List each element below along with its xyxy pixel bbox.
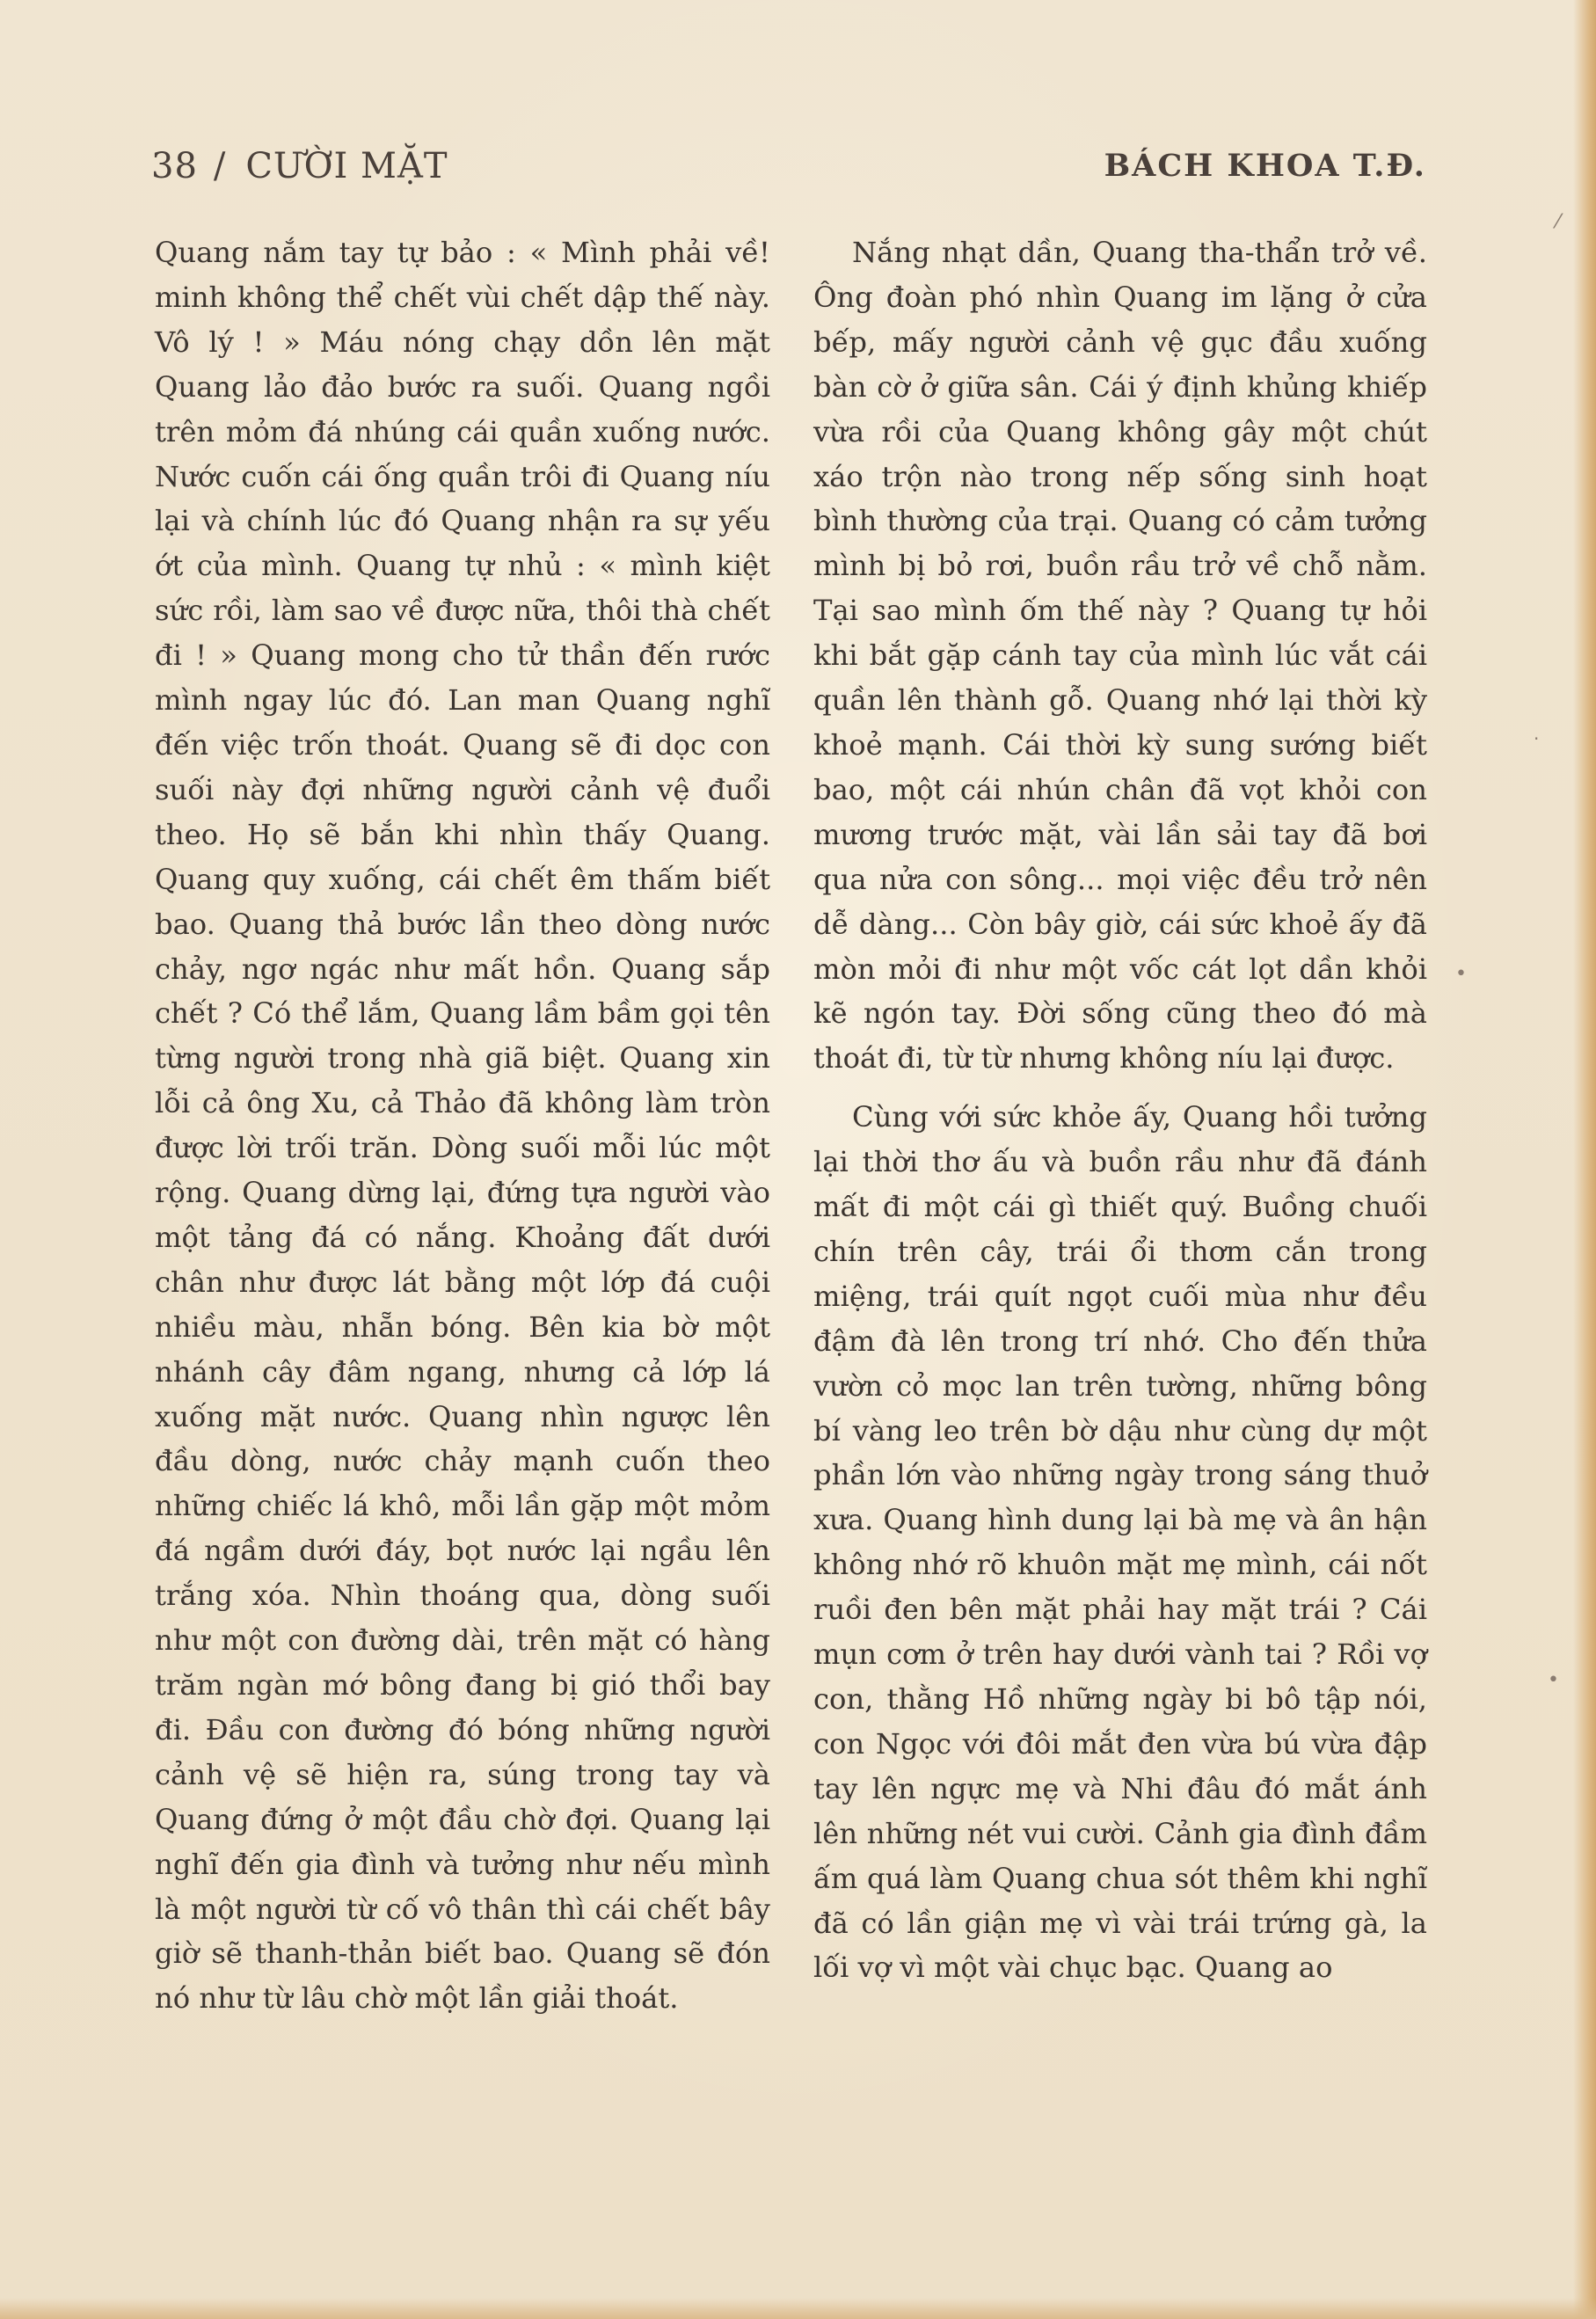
left-column (155, 230, 770, 2021)
margin-mark: • (1455, 963, 1467, 985)
margin-mark: • (1548, 1669, 1559, 1691)
publication-name: BÁCH KHOA T.Đ. (1104, 148, 1426, 184)
margin-mark: ⁄ (1556, 211, 1560, 233)
header-separator: / (213, 146, 227, 186)
page-edge-bottom (0, 2298, 1596, 2319)
right-paragraph-1: Nắng nhạt dần, Quang tha-thẩn trở về. Ông đoàn phó nhìn Quang im lặng ở cửa bếp, mấy người cảnh vệ gục đầu xuống bàn cờ ở giữa sân. Cái ý định khủng khiếp vừa rồi của Quang không gây một chút xáo trộn nào trong nếp sống sinh hoạt bình thường của trại. Quang có cảm tưởng mình bị bỏ rơi, buồn rầu trở về chỗ nằm. Tại sao mình ốm thế này ? Quang tự hỏi khi bắt gặp cánh tay của mình lúc vắt cái quần lên thành gỗ. Quang nhớ lại thời kỳ khoẻ mạnh. Cái thời kỳ sung sướng biết bao, một cái nhún chân đã vọt khỏi con mương trước mặt, vài lần sải tay đã bơi qua nửa con sông... mọi việc đều trở nên dễ dàng... Còn bây giờ, cái sức khoẻ ấy đã mòn mỏi đi như một vốc cát lọt dần khỏi kẽ ngón tay. Đời sống cũng theo đó mà thoát đi, từ từ nhưng không níu lại được. (813, 236, 1427, 1076)
page-edge-right (1573, 0, 1596, 2319)
right-column (813, 230, 1427, 1990)
running-header (151, 146, 1426, 190)
margin-mark: · (1534, 728, 1540, 749)
left-paragraph-1: Quang nắm tay tự bảo : « Mình phải về! minh không thể chết vùi chết dập thế này. Vô lý ! » Máu nóng chạy dồn lên mặt Quang lảo đảo bước ra suối. Quang ngồi trên mỏm đá nhúng cái quần xuống nước. Nước cuốn cái ống quần trôi đi Quang níu lại và chính lúc đó Quang nhận ra sự yếu ớt của mình. Quang tự nhủ : « mình kiệt sức rồi, làm sao về được nữa, thôi thà chết đi ! » Quang mong cho tử thần đến rước mình ngay lúc đó. Lan man Quang nghĩ đến việc trốn thoát. Quang sẽ đi dọc con suối này đợi những người cảnh vệ đuổi theo. Họ sẽ bắn khi nhìn thấy Quang. Quang quy xuống, cái chết êm thấm biết bao. Quang thả bước lần theo dòng nước chảy, ngơ ngác như mất hồn. Quang sắp chết ? Có thể lắm, Quang lầm bầm gọi tên từng người trong nhà giã biệt. Quang xin lỗi cả ông Xu, cả Thảo đã không làm tròn được lời trối trăn. Dòng suối mỗi lúc một rộng. Quang dừng lại, đứng tựa người vào một tảng đá có nắng. Khoảng đất dưới chân như được lát bằng một lớp đá cuội nhiều màu, nhẵn bóng. Bên kia bờ một nhánh cây đâm ngang, nhưng cả lớp lá xuống mặt nước. Quang nhìn ngược lên đầu dòng, nước chảy mạnh cuốn theo những chiếc lá khô, mỗi lần gặp một mỏm đá ngầm dưới đáy, bọt nước lại ngầu lên trắng xóa. Nhìn thoáng qua, dòng suối như một con đường dài, trên mặt có hàng trăm ngàn mớ bông đang bị gió thổi bay đi. Đầu con đường đó bóng những người cảnh vệ sẽ hiện ra, súng trong tay và Quang đứng ở một đầu chờ đợi. Quang lại nghĩ đến gia đình và tưởng như nếu mình là một người từ cố vô thân thì cái chết bây giờ sẽ thanh-thản biết bao. Quang sẽ đón nó như từ lâu chờ một lần giải thoát. (155, 236, 770, 2016)
page-number: 38 (151, 146, 198, 186)
section-title: CƯỜI MẶT (245, 146, 448, 186)
header-left (151, 146, 448, 186)
right-paragraph-2: Cùng với sức khỏe ấy, Quang hồi tưởng lại thời thơ ấu và buồn rầu như đã đánh mất đi một cái gì thiết quý. Buồng chuối chín trên cây, trái ổi thơm cắn trong miệng, trái quít ngọt cuối mùa như đều đậm đà lên trong trí nhớ. Cho đến thửa vườn cỏ mọc lan trên tường, những bông bí vàng leo trên bờ dậu như cùng dự một phần lớn vào những ngày trong sáng thuở xưa. Quang hình dung lại bà mẹ và ân hận không nhớ rõ khuôn mặt mẹ mình, cái nốt ruồi đen bên mặt phải hay mặt trái ? Cái mụn cơm ở trên hay dưới vành tai ? Rồi vợ con, thằng Hồ những ngày bi bô tập nói, con Ngọc với đôi mắt đen vừa bú vừa đập tay lên ngực mẹ và Nhi đâu đó mắt ánh lên những nét vui cười. Cảnh gia đình đầm ấm quá làm Quang chua sót thêm khi nghĩ đã có lần giận mẹ vì vài trái trứng gà, la lối vợ vì một vài chục bạc. Quang ao (813, 1100, 1427, 1985)
